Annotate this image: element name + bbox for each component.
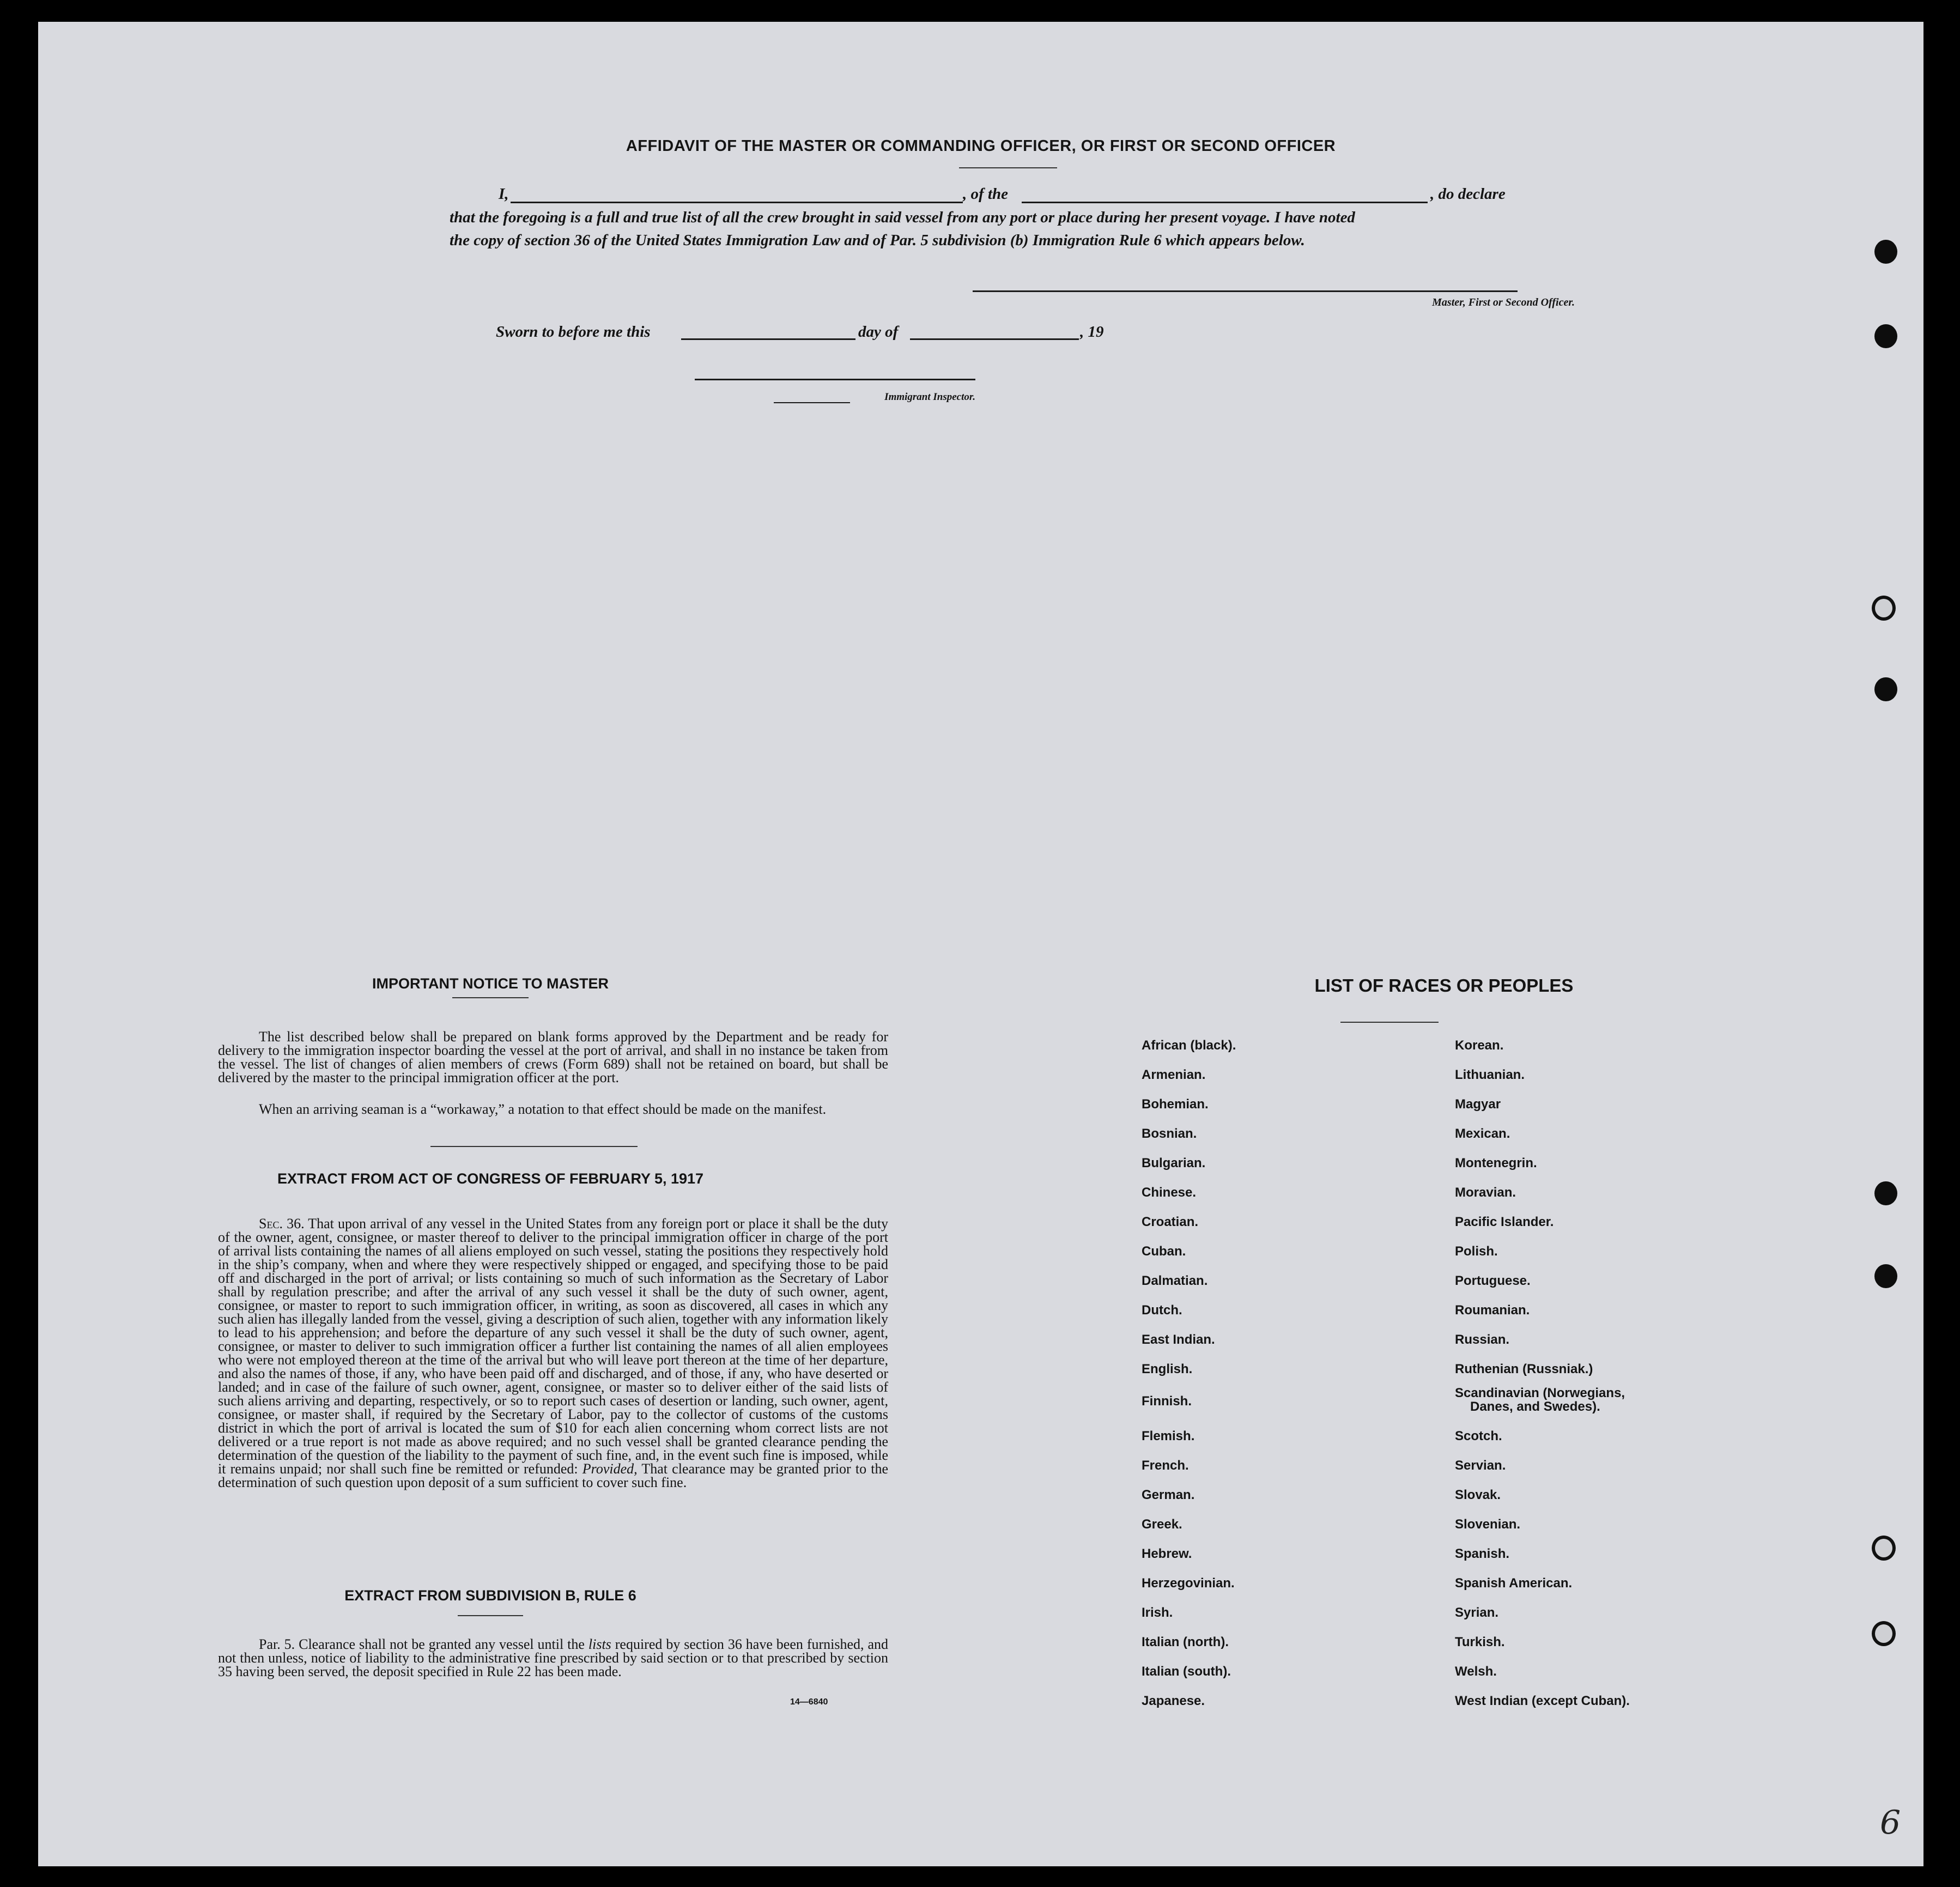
race-item: African (black). bbox=[1142, 1038, 1236, 1053]
races-underline bbox=[1340, 1022, 1439, 1023]
race-item: West Indian (except Cuban). bbox=[1455, 1694, 1630, 1708]
binder-hole bbox=[1874, 677, 1897, 701]
race-item: Flemish. bbox=[1142, 1429, 1195, 1443]
declaration-i: I, bbox=[499, 185, 509, 203]
par-5-body-b: required by section 36 have been furnished, and not then unless, notice of liability to the administrative fine prescribed by said section or to that prescribed by section 35 having been served, the deposit specified in Rule 22 has been made. bbox=[218, 1636, 889, 1679]
declaration-text-2: the copy of section 36 of the United States Immigration Law and of Par. 5 subdivision (b) Immigration Rule 6 which appears below. bbox=[450, 232, 1305, 249]
sworn-line bbox=[496, 323, 1150, 345]
race-item: Scotch. bbox=[1455, 1429, 1502, 1443]
form-number: 14—6840 bbox=[790, 1697, 828, 1707]
binder-hole bbox=[1874, 240, 1897, 264]
race-item: Bulgarian. bbox=[1142, 1156, 1206, 1170]
handwritten-page-mark: 6 bbox=[1880, 1804, 1901, 1842]
race-item: Dalmatian. bbox=[1142, 1273, 1208, 1288]
race-item: Slovak. bbox=[1455, 1488, 1501, 1502]
master-signature-caption: Master, First or Second Officer. bbox=[1432, 296, 1575, 308]
race-item: Slovenian. bbox=[1455, 1517, 1521, 1532]
race-item: Chinese. bbox=[1142, 1185, 1197, 1200]
race-item: Russian. bbox=[1455, 1332, 1510, 1347]
affidavit-title: AFFIDAVIT OF THE MASTER OR COMMANDING OFFICER, OR FIRST OR SECOND OFFICER bbox=[626, 137, 1336, 155]
master-signature-line[interactable] bbox=[973, 290, 1518, 292]
race-item: Scandinavian (Norwegians, bbox=[1455, 1386, 1625, 1400]
section-divider bbox=[430, 1146, 638, 1147]
race-item: Portuguese. bbox=[1455, 1273, 1531, 1288]
act-extract-title: EXTRACT FROM ACT OF CONGRESS OF FEBRUARY 5, 1917 bbox=[277, 1170, 704, 1187]
race-item: Spanish American. bbox=[1455, 1576, 1573, 1591]
race-item: Spanish. bbox=[1455, 1546, 1510, 1561]
sworn-month-blank[interactable] bbox=[910, 338, 1079, 340]
declaration-declare: , do declare bbox=[1430, 185, 1506, 203]
sworn-year-label: , 19 bbox=[1080, 323, 1104, 341]
race-item: Irish. bbox=[1142, 1605, 1173, 1620]
inspector-signature-line[interactable] bbox=[695, 379, 975, 380]
race-item: Croatian. bbox=[1142, 1215, 1199, 1229]
sworn-day-label: day of bbox=[858, 323, 899, 341]
race-item: French. bbox=[1142, 1458, 1189, 1473]
par-5-lists: lists bbox=[588, 1636, 611, 1652]
title-underline bbox=[959, 167, 1057, 168]
binder-hole bbox=[1874, 1264, 1897, 1288]
section-36-body: That upon arrival of any vessel in the United States from any foreign port or place it shall be the duty of the owner, agent, consignee, or master thereof to deliver to the principal immigration officer in charge of the port of arrival lists containing the names of all aliens employed on such vessel, stating the positions they respectively hold in the ship’s company, when and where they were respectively shipped or engaged, and specifying those to be paid off and discharged in the port of arrival; or lists containing so much of such information as the Secretary of Labor shall by regulation prescribe; and after the arrival of any such vessel it shall be the duty of such owner, agent, consignee, or master to report to such immigration officer, in writing, as soon as discovered, all cases in which any such alien has illegally landed from the vessel, giving a description of such alien, together with any information likely to lead to his apprehension; and before the departure of any such vessel it shall be the duty of such owner, agent, consignee, or master to deliver to such immigration officer a further list containing the names of all alien employees who were not employed thereon at the time of the arrival but who will leave port thereon at the time of her departure, and also the names of those, if any, who have been paid off and discharged, and of those, if any, who have deserted or landed; and in case of the failure of such owner, agent, consignee, or master so to deliver either of the said lists of such aliens arriving and departing, respectively, or so to report such cases of desertion or landing, such owner, agent, consignee, or master shall, if required by the Secretary of Labor, pay to the collector of customs of the customs district in which the port of arrival is located the sum of $10 for each alien concerning whom correct lists are not delivered or a true report is not made as above required; and no such vessel shall be granted clearance pending the determination of the question of the liability to the payment of such fine, and, in the event such fine is imposed, while it remains unpaid; nor shall such fine be remitted or refunded: bbox=[218, 1216, 889, 1477]
sworn-date-blank[interactable] bbox=[681, 338, 855, 340]
race-item: Bohemian. bbox=[1142, 1097, 1209, 1112]
binder-hole bbox=[1874, 324, 1897, 348]
race-item: Welsh. bbox=[1455, 1664, 1497, 1679]
binder-hole bbox=[1872, 1621, 1896, 1646]
declaration-line bbox=[499, 185, 1545, 207]
section-36-label: Sec. 36. bbox=[259, 1216, 305, 1231]
document-page bbox=[38, 22, 1923, 1866]
section-36-text bbox=[218, 1217, 888, 1489]
sworn-prefix: Sworn to before me this bbox=[496, 323, 651, 341]
race-item: Syrian. bbox=[1455, 1605, 1499, 1620]
race-item: Servian. bbox=[1455, 1458, 1506, 1473]
name-blank[interactable] bbox=[511, 202, 963, 203]
section-36-proviso: That clearance may be granted prior to the determination of such question upon deposit of a sum sufficient to cover such fine. bbox=[218, 1461, 889, 1490]
race-item: Polish. bbox=[1455, 1244, 1498, 1259]
race-item: Montenegrin. bbox=[1455, 1156, 1537, 1170]
notice-underline bbox=[452, 997, 529, 998]
race-item: Italian (south). bbox=[1142, 1664, 1231, 1679]
rule-extract-title: EXTRACT FROM SUBDIVISION B, RULE 6 bbox=[344, 1587, 636, 1604]
race-item: Japanese. bbox=[1142, 1694, 1205, 1708]
race-item: Magyar bbox=[1455, 1097, 1501, 1112]
race-item: Bosnian. bbox=[1142, 1126, 1197, 1141]
race-item: Korean. bbox=[1455, 1038, 1504, 1053]
race-item: Dutch. bbox=[1142, 1303, 1182, 1318]
binder-hole bbox=[1872, 1536, 1896, 1561]
par-5-body-a: Par. 5. Clearance shall not be granted any vessel until the bbox=[259, 1636, 585, 1652]
race-item: Finnish. bbox=[1142, 1394, 1192, 1409]
declaration-text-1: that the foregoing is a full and true list of all the crew brought in said vessel from any port or place during her present voyage. I have noted bbox=[450, 209, 1355, 226]
par-5-text bbox=[218, 1637, 888, 1678]
inspector-caption: Immigrant Inspector. bbox=[884, 391, 975, 403]
vessel-blank[interactable] bbox=[1022, 202, 1428, 203]
race-item: Cuban. bbox=[1142, 1244, 1186, 1259]
binder-hole bbox=[1872, 596, 1896, 621]
race-item: Hebrew. bbox=[1142, 1546, 1192, 1561]
race-item: Herzegovinian. bbox=[1142, 1576, 1235, 1591]
race-item: Turkish. bbox=[1455, 1635, 1505, 1649]
declaration-of: , of the bbox=[963, 185, 1008, 203]
race-item: English. bbox=[1142, 1362, 1193, 1376]
race-item: Greek. bbox=[1142, 1517, 1182, 1532]
races-title: LIST OF RACES OR PEOPLES bbox=[1314, 975, 1574, 996]
race-item: Italian (north). bbox=[1142, 1635, 1229, 1649]
notice-title: IMPORTANT NOTICE TO MASTER bbox=[372, 975, 609, 992]
rule-extract-underline bbox=[458, 1615, 523, 1616]
race-item: Moravian. bbox=[1455, 1185, 1516, 1200]
race-item: Lithuanian. bbox=[1455, 1067, 1525, 1082]
notice-paragraph-2: When an arriving seaman is a “workaway,” a notation to that effect should be made on the manifest. bbox=[259, 1101, 827, 1117]
binder-hole bbox=[1874, 1181, 1897, 1205]
race-item: Danes, and Swedes). bbox=[1470, 1399, 1600, 1414]
section-36-provided: Provided, bbox=[582, 1461, 638, 1477]
race-item: East Indian. bbox=[1142, 1332, 1215, 1347]
race-item: German. bbox=[1142, 1488, 1195, 1502]
race-item: Ruthenian (Russniak.) bbox=[1455, 1362, 1593, 1376]
race-item: Armenian. bbox=[1142, 1067, 1206, 1082]
race-item: Pacific Islander. bbox=[1455, 1215, 1554, 1229]
race-item: Roumanian. bbox=[1455, 1303, 1530, 1318]
notice-paragraph-1: The list described below shall be prepared on blank forms approved by the Department and be ready for delivery to the immigration inspector boarding the vessel at the port of arrival, and shall in no instance be taken from the vessel. The list of changes of alien members of crews (Form 689) shall not be retained on board, but shall be delivered by the master to the principal immigration officer at the port. bbox=[218, 1029, 888, 1085]
race-item: Mexican. bbox=[1455, 1126, 1510, 1141]
